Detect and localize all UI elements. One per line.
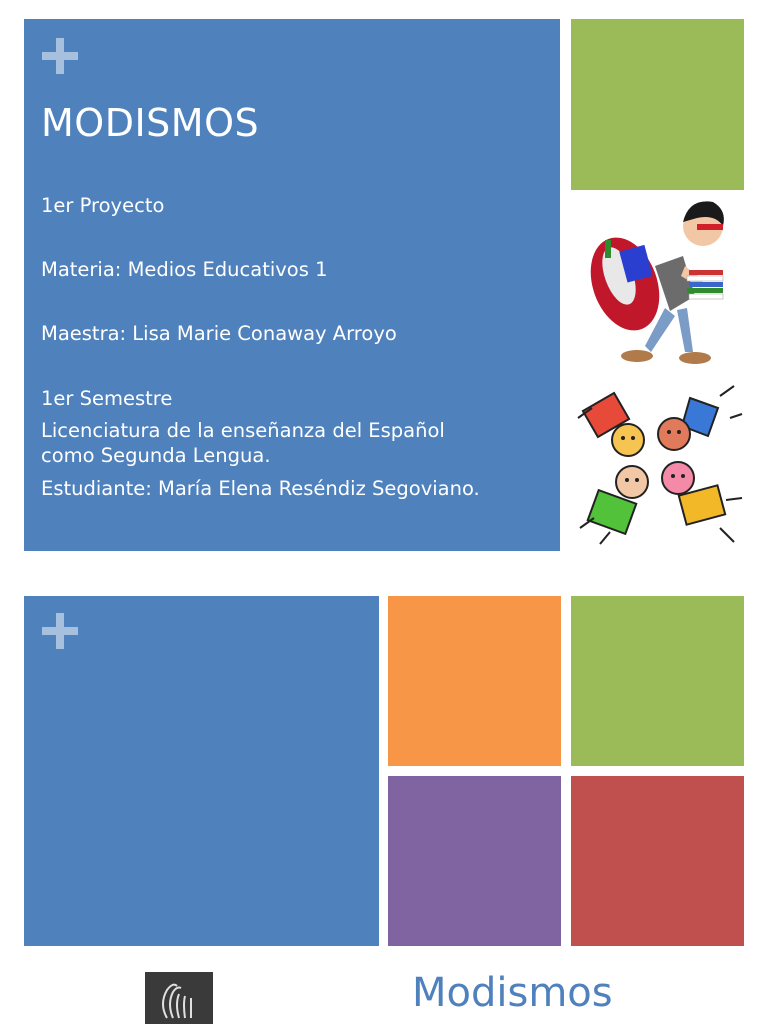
subject-text: Materia: Medios Educativos 1 [41,258,328,281]
slide2-main-panel [24,596,379,946]
student-text: Estudiante: María Elena Reséndiz Segoviano. [41,477,480,500]
slide-title: MODISMOS [41,101,260,145]
slide1-main-panel [24,19,560,551]
children-circle-illustration [570,378,746,554]
teacher-text: Maestra: Lisa Marie Conaway Arroyo [41,322,397,345]
slide2-orange-square [388,596,561,766]
degree-text: Licenciatura de la enseñanza del Español como Segunda Lengua. [41,419,445,467]
plus-icon [42,38,78,74]
footer-title: Modismos [412,970,613,1016]
slide2-red-square [571,776,744,946]
project-text: 1er Proyecto [41,194,165,217]
plus-icon [42,613,78,649]
slide2-green-square [571,596,744,766]
document-logo-icon [145,972,213,1024]
slide1-green-square [571,19,744,190]
student-with-backpack-illustration [585,196,730,374]
semester-text: 1er Semestre [41,387,173,410]
slide2-purple-square [388,776,561,946]
